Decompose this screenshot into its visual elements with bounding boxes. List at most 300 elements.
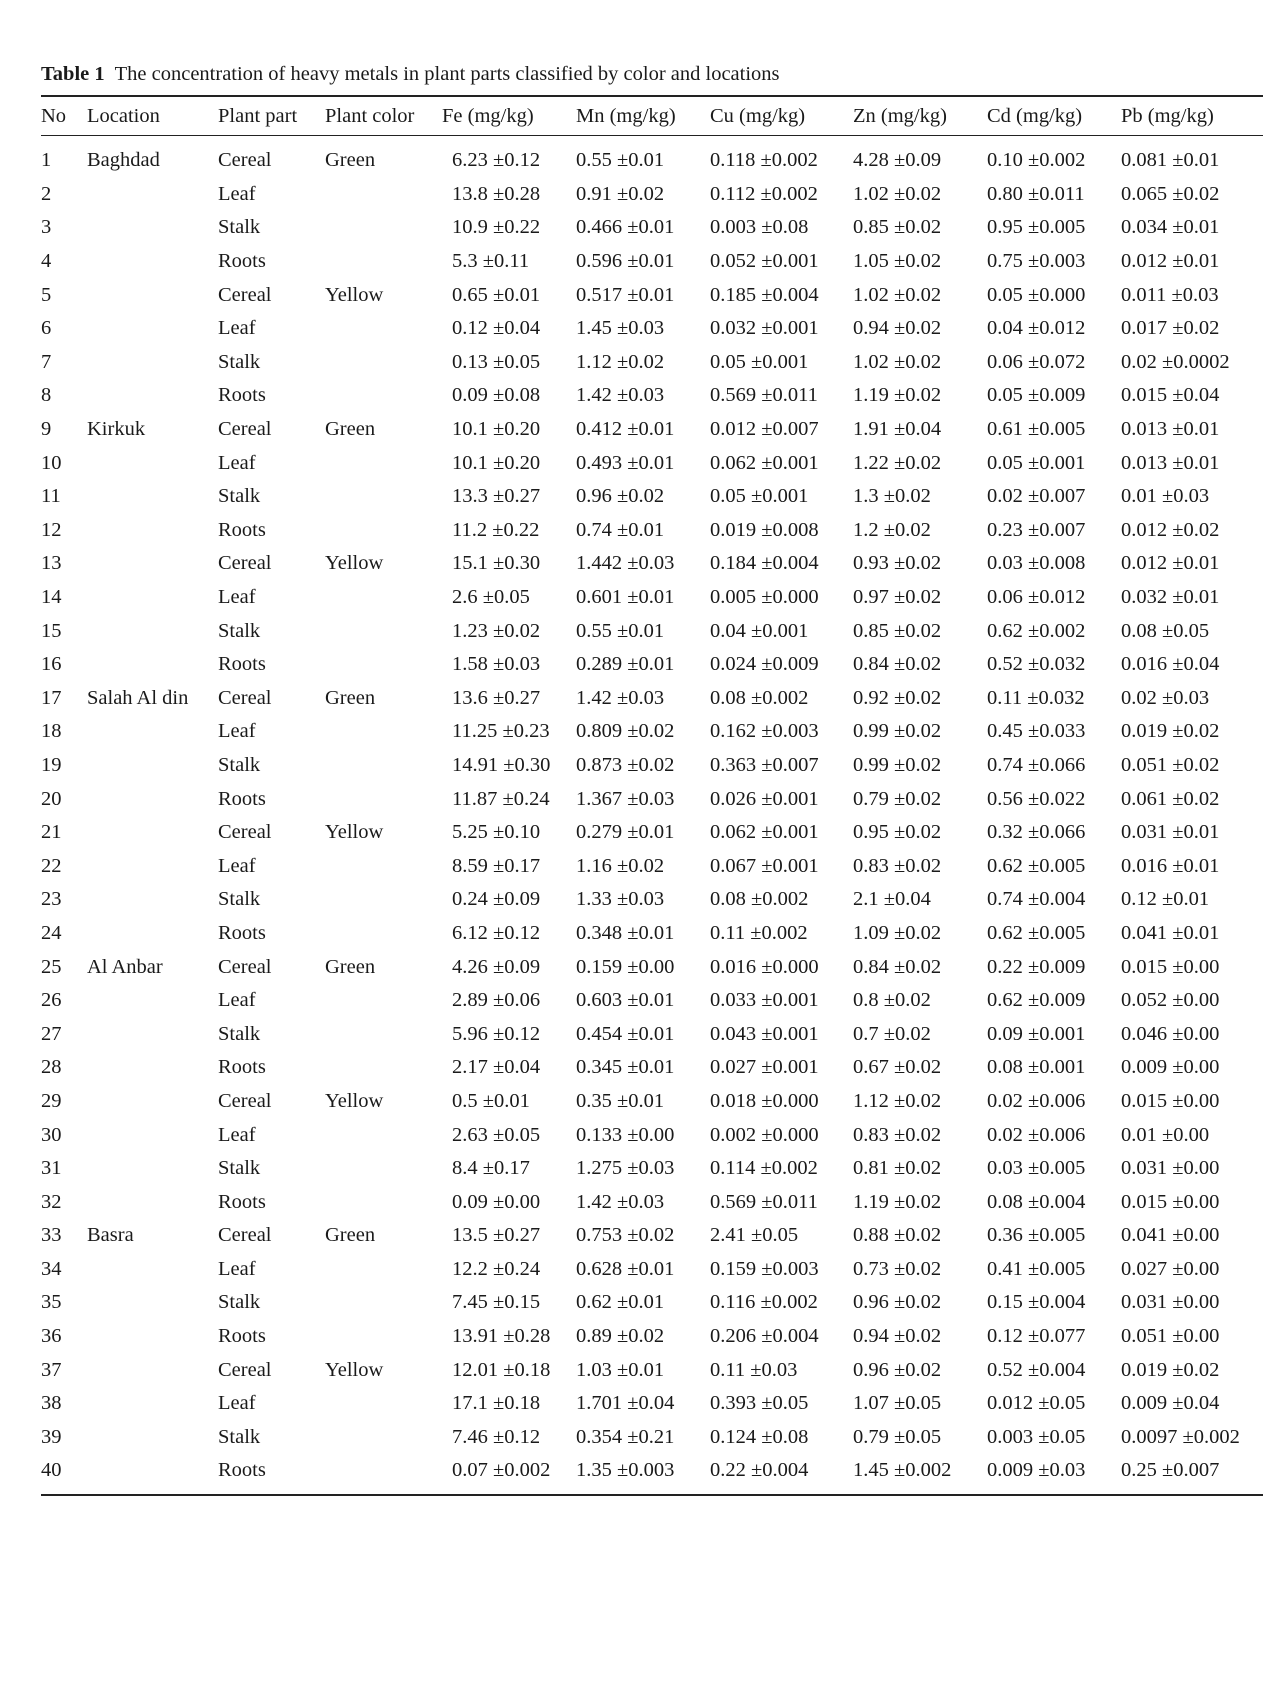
cell-plant-part: Stalk <box>218 1291 261 1314</box>
table-caption-label: Table 1 <box>41 63 105 85</box>
header-cd: Cd (mg/kg) <box>987 96 1121 136</box>
cell-zn: 0.83 ±0.02 <box>853 854 942 877</box>
cell-zn: 0.81 ±0.02 <box>853 1157 942 1180</box>
cell-zn: 1.2 ±0.02 <box>853 518 931 541</box>
cell-no: 1 <box>41 149 52 172</box>
cell-location <box>87 1017 218 1051</box>
cell-cu: 0.159 ±0.003 <box>710 1257 819 1280</box>
cell-cu: 0.033 ±0.001 <box>710 989 819 1012</box>
cell-cu: 0.569 ±0.011 <box>710 384 818 407</box>
cell-cd: 0.62 ±0.005 <box>987 921 1086 944</box>
cell-mn: 0.345 ±0.01 <box>576 1056 675 1079</box>
header-plant-color: Plant color <box>325 96 442 136</box>
cell-fe: 11.25 ±0.23 <box>452 720 550 743</box>
cell-pb: 0.02 ±0.03 <box>1121 686 1210 709</box>
table-row <box>41 136 1263 178</box>
cell-plant-color <box>325 1253 442 1287</box>
cell-zn: 1.02 ±0.02 <box>853 350 942 373</box>
cell-location <box>87 1320 218 1354</box>
cell-no: 24 <box>41 921 62 944</box>
cell-pb: 0.061 ±0.02 <box>1121 787 1220 810</box>
cell-no: 15 <box>41 619 62 642</box>
cell-mn: 0.289 ±0.01 <box>576 653 675 676</box>
table-row <box>41 1286 1263 1320</box>
cell-zn: 0.84 ±0.02 <box>853 653 942 676</box>
cell-pb: 0.12 ±0.01 <box>1121 888 1210 911</box>
cell-plant-color <box>325 1454 442 1495</box>
cell-pb: 0.08 ±0.05 <box>1121 619 1210 642</box>
cell-location <box>87 514 218 548</box>
cell-cd: 0.62 ±0.002 <box>987 619 1086 642</box>
cell-no: 17 <box>41 686 62 709</box>
cell-cd: 0.08 ±0.001 <box>987 1056 1086 1079</box>
cell-pb: 0.031 ±0.01 <box>1121 821 1220 844</box>
cell-mn: 0.466 ±0.01 <box>576 216 675 239</box>
cell-no: 35 <box>41 1291 62 1314</box>
cell-plant-color <box>325 749 442 783</box>
cell-mn: 0.517 ±0.01 <box>576 283 675 306</box>
cell-cd: 0.75 ±0.003 <box>987 250 1086 273</box>
cell-zn: 0.79 ±0.05 <box>853 1425 942 1448</box>
cell-location <box>87 1421 218 1455</box>
cell-cu: 0.062 ±0.001 <box>710 451 819 474</box>
cell-plant-color <box>325 480 442 514</box>
cell-mn: 1.275 ±0.03 <box>576 1157 675 1180</box>
cell-fe: 13.5 ±0.27 <box>452 1224 541 1247</box>
cell-zn: 1.91 ±0.04 <box>853 418 942 441</box>
cell-cu: 0.114 ±0.002 <box>710 1157 818 1180</box>
cell-cd: 0.12 ±0.077 <box>987 1325 1086 1348</box>
cell-plant-color <box>325 1387 442 1421</box>
cell-location <box>87 278 218 312</box>
cell-pb: 0.019 ±0.02 <box>1121 720 1220 743</box>
cell-fe: 5.25 ±0.10 <box>452 821 541 844</box>
cell-mn: 1.12 ±0.02 <box>576 350 665 373</box>
cell-location: Al Anbar <box>87 955 163 978</box>
cell-cu: 0.11 ±0.03 <box>710 1358 798 1381</box>
cell-plant-color <box>325 984 442 1018</box>
cell-no: 40 <box>41 1454 87 1495</box>
table-row <box>41 346 1263 380</box>
cell-cd: 0.52 ±0.032 <box>987 653 1086 676</box>
cell-zn: 1.02 ±0.02 <box>853 182 942 205</box>
cell-no: 3 <box>41 216 52 239</box>
table-row <box>41 278 1263 312</box>
cell-mn: 0.91 ±0.02 <box>576 182 665 205</box>
cell-plant-part: Leaf <box>218 1123 256 1146</box>
cell-cu: 0.206 ±0.004 <box>710 1325 819 1348</box>
cell-plant-part: Cereal <box>218 283 272 306</box>
cell-location <box>87 178 218 212</box>
table-row <box>41 178 1263 212</box>
cell-mn: 0.873 ±0.02 <box>576 753 675 776</box>
cell-plant-color: Yellow <box>325 821 384 844</box>
cell-no: 26 <box>41 989 62 1012</box>
cell-fe: 13.8 ±0.28 <box>452 182 541 205</box>
cell-zn: 0.99 ±0.02 <box>853 720 942 743</box>
cell-plant-part: Roots <box>218 250 266 273</box>
cell-cu: 0.22 ±0.004 <box>710 1454 853 1495</box>
cell-cd: 0.11 ±0.032 <box>987 686 1085 709</box>
cell-cd: 0.05 ±0.000 <box>987 283 1086 306</box>
cell-cd: 0.45 ±0.033 <box>987 720 1086 743</box>
cell-fe: 8.4 ±0.17 <box>452 1157 530 1180</box>
cell-cu: 0.019 ±0.008 <box>710 518 819 541</box>
table-row <box>41 715 1263 749</box>
cell-cd: 0.41 ±0.005 <box>987 1257 1086 1280</box>
table-caption-text: The concentration of heavy metals in plant parts classified by color and locations <box>114 63 780 85</box>
cell-mn: 1.42 ±0.03 <box>576 1190 665 1213</box>
cell-mn: 1.442 ±0.03 <box>576 552 675 575</box>
cell-cd: 0.05 ±0.001 <box>987 451 1086 474</box>
cell-plant-color <box>325 917 442 951</box>
table-row <box>41 1353 1263 1387</box>
cell-fe: 0.12 ±0.04 <box>452 317 541 340</box>
cell-pb: 0.017 ±0.02 <box>1121 317 1220 340</box>
cell-cu: 0.052 ±0.001 <box>710 250 819 273</box>
cell-plant-color <box>325 883 442 917</box>
table-row <box>41 1219 1263 1253</box>
cell-zn: 0.73 ±0.02 <box>853 1257 942 1280</box>
cell-location <box>87 312 218 346</box>
cell-cu: 0.024 ±0.009 <box>710 653 819 676</box>
cell-location: Salah Al din <box>87 686 189 709</box>
cell-mn: 0.96 ±0.02 <box>576 485 665 508</box>
cell-fe: 10.9 ±0.22 <box>452 216 541 239</box>
header-row <box>41 96 1263 136</box>
cell-plant-part: Roots <box>218 384 266 407</box>
header-location: Location <box>87 96 218 136</box>
cell-location <box>87 715 218 749</box>
cell-no: 39 <box>41 1425 62 1448</box>
cell-zn: 2.1 ±0.04 <box>853 888 931 911</box>
cell-plant-color <box>325 581 442 615</box>
cell-plant-part: Stalk <box>218 485 261 508</box>
cell-mn: 0.809 ±0.02 <box>576 720 675 743</box>
cell-mn: 0.159 ±0.00 <box>576 955 675 978</box>
cell-no: 19 <box>41 753 62 776</box>
cell-mn: 0.753 ±0.02 <box>576 1224 675 1247</box>
cell-cu: 0.005 ±0.000 <box>710 586 819 609</box>
header-pb: Pb (mg/kg) <box>1121 96 1263 136</box>
cell-cd: 0.23 ±0.007 <box>987 518 1086 541</box>
cell-cu: 0.003 ±0.08 <box>710 216 809 239</box>
cell-fe: 8.59 ±0.17 <box>452 854 541 877</box>
cell-no: 16 <box>41 653 62 676</box>
cell-plant-color <box>325 1051 442 1085</box>
table-row <box>41 245 1263 279</box>
cell-location <box>87 1051 218 1085</box>
cell-fe: 0.07 ±0.002 <box>442 1454 576 1495</box>
cell-plant-color <box>325 1421 442 1455</box>
table-caption <box>41 60 1263 88</box>
cell-pb: 0.015 ±0.00 <box>1121 955 1220 978</box>
cell-plant-part: Cereal <box>218 1358 272 1381</box>
cell-cu: 0.162 ±0.003 <box>710 720 819 743</box>
table-row <box>41 413 1263 447</box>
cell-mn: 0.454 ±0.01 <box>576 1022 675 1045</box>
cell-no: 5 <box>41 283 52 306</box>
cell-cu: 0.002 ±0.000 <box>710 1123 819 1146</box>
table-row <box>41 480 1263 514</box>
cell-cd: 0.32 ±0.066 <box>987 821 1086 844</box>
cell-pb: 0.016 ±0.04 <box>1121 653 1220 676</box>
cell-mn: 0.62 ±0.01 <box>576 1291 665 1314</box>
cell-plant-color <box>325 1185 442 1219</box>
cell-cd: 0.62 ±0.005 <box>987 854 1086 877</box>
cell-plant-part: Roots <box>218 1190 266 1213</box>
cell-cu: 0.05 ±0.001 <box>710 350 809 373</box>
cell-cd: 0.06 ±0.012 <box>987 586 1086 609</box>
cell-plant-part: Cereal <box>218 1224 272 1247</box>
cell-plant-part: Leaf <box>218 182 256 205</box>
table-row <box>41 1118 1263 1152</box>
table-row <box>41 816 1263 850</box>
cell-pb: 0.032 ±0.01 <box>1121 586 1220 609</box>
cell-zn: 0.95 ±0.02 <box>853 821 942 844</box>
cell-zn: 0.96 ±0.02 <box>853 1358 942 1381</box>
cell-pb: 0.027 ±0.00 <box>1121 1257 1220 1280</box>
cell-no: 36 <box>41 1325 62 1348</box>
cell-plant-part: Stalk <box>218 1157 261 1180</box>
cell-plant-part: Stalk <box>218 888 261 911</box>
cell-pb: 0.01 ±0.03 <box>1121 485 1210 508</box>
header-plant-part: Plant part <box>218 96 325 136</box>
cell-mn: 0.596 ±0.01 <box>576 250 675 273</box>
cell-fe: 0.13 ±0.05 <box>452 350 541 373</box>
cell-fe: 2.6 ±0.05 <box>452 586 530 609</box>
cell-plant-color <box>325 1286 442 1320</box>
cell-mn: 1.03 ±0.01 <box>576 1358 665 1381</box>
cell-cd: 0.012 ±0.05 <box>987 1392 1086 1415</box>
cell-plant-part: Leaf <box>218 854 256 877</box>
cell-cu: 0.05 ±0.001 <box>710 485 809 508</box>
cell-cd: 0.52 ±0.004 <box>987 1358 1086 1381</box>
table-row <box>41 849 1263 883</box>
cell-no: 14 <box>41 586 62 609</box>
header-fe: Fe (mg/kg) <box>442 96 576 136</box>
cell-zn: 1.02 ±0.02 <box>853 283 942 306</box>
header-zn: Zn (mg/kg) <box>853 96 987 136</box>
cell-mn: 0.89 ±0.02 <box>576 1325 665 1348</box>
table-row <box>41 312 1263 346</box>
cell-zn: 1.12 ±0.02 <box>853 1089 942 1112</box>
cell-location: Basra <box>87 1224 134 1247</box>
cell-cd: 0.56 ±0.022 <box>987 787 1086 810</box>
cell-plant-color <box>325 346 442 380</box>
cell-cu: 0.185 ±0.004 <box>710 283 819 306</box>
cell-zn: 1.07 ±0.05 <box>853 1392 942 1415</box>
cell-zn: 0.67 ±0.02 <box>853 1056 942 1079</box>
table-row <box>41 1454 1263 1495</box>
cell-fe: 13.91 ±0.28 <box>452 1325 551 1348</box>
table-row <box>41 883 1263 917</box>
cell-mn: 0.601 ±0.01 <box>576 586 675 609</box>
cell-cu: 0.11 ±0.002 <box>710 921 808 944</box>
cell-mn: 0.603 ±0.01 <box>576 989 675 1012</box>
cell-no: 11 <box>41 485 61 508</box>
cell-plant-color: Green <box>325 418 376 441</box>
cell-mn: 0.55 ±0.01 <box>576 149 665 172</box>
cell-plant-color <box>325 379 442 413</box>
table-row <box>41 581 1263 615</box>
table-row <box>41 514 1263 548</box>
cell-cd: 0.05 ±0.009 <box>987 384 1086 407</box>
header-mn: Mn (mg/kg) <box>576 96 710 136</box>
cell-mn: 0.354 ±0.21 <box>576 1425 675 1448</box>
cell-pb: 0.031 ±0.00 <box>1121 1157 1220 1180</box>
table-row <box>41 1185 1263 1219</box>
cell-plant-color <box>325 245 442 279</box>
cell-pb: 0.011 ±0.03 <box>1121 283 1219 306</box>
table-row <box>41 1051 1263 1085</box>
cell-no: 21 <box>41 821 62 844</box>
cell-cd: 0.36 ±0.005 <box>987 1224 1086 1247</box>
cell-plant-color <box>325 514 442 548</box>
table-row <box>41 614 1263 648</box>
cell-no: 29 <box>41 1089 62 1112</box>
cell-location <box>87 379 218 413</box>
cell-plant-color: Green <box>325 686 376 709</box>
cell-plant-color <box>325 648 442 682</box>
cell-zn: 0.7 ±0.02 <box>853 1022 931 1045</box>
cell-cu: 0.04 ±0.001 <box>710 619 809 642</box>
cell-zn: 1.19 ±0.02 <box>853 384 942 407</box>
cell-plant-part: Leaf <box>218 1392 256 1415</box>
table-container <box>41 60 1263 1496</box>
cell-location <box>87 1085 218 1119</box>
cell-fe: 0.09 ±0.00 <box>452 1190 541 1213</box>
table-row <box>41 211 1263 245</box>
cell-location <box>87 245 218 279</box>
cell-pb: 0.012 ±0.01 <box>1121 552 1220 575</box>
cell-zn: 1.05 ±0.02 <box>853 250 942 273</box>
cell-pb: 0.034 ±0.01 <box>1121 216 1220 239</box>
cell-fe: 17.1 ±0.18 <box>452 1392 541 1415</box>
cell-pb: 0.0097 ±0.002 <box>1121 1425 1240 1448</box>
cell-pb: 0.02 ±0.0002 <box>1121 350 1230 373</box>
cell-pb: 0.013 ±0.01 <box>1121 451 1220 474</box>
cell-cd: 0.03 ±0.005 <box>987 1157 1086 1180</box>
cell-zn: 1.45 ±0.002 <box>853 1454 987 1495</box>
cell-plant-part: Leaf <box>218 317 256 340</box>
cell-cu: 0.043 ±0.001 <box>710 1022 819 1045</box>
cell-fe: 5.96 ±0.12 <box>452 1022 541 1045</box>
cell-cd: 0.74 ±0.066 <box>987 753 1086 776</box>
cell-plant-part: Cereal <box>218 686 272 709</box>
cell-cd: 0.80 ±0.011 <box>987 182 1085 205</box>
cell-no: 2 <box>41 182 52 205</box>
cell-pb: 0.016 ±0.01 <box>1121 854 1220 877</box>
cell-cd: 0.95 ±0.005 <box>987 216 1086 239</box>
cell-no: 8 <box>41 384 52 407</box>
table-row <box>41 1320 1263 1354</box>
cell-cu: 0.393 ±0.05 <box>710 1392 809 1415</box>
cell-pb: 0.065 ±0.02 <box>1121 182 1220 205</box>
cell-mn: 0.348 ±0.01 <box>576 921 675 944</box>
cell-location <box>87 782 218 816</box>
cell-zn: 0.94 ±0.02 <box>853 1325 942 1348</box>
cell-cd: 0.22 ±0.009 <box>987 955 1086 978</box>
cell-no: 4 <box>41 250 52 273</box>
cell-no: 12 <box>41 518 62 541</box>
cell-cu: 0.027 ±0.001 <box>710 1056 819 1079</box>
cell-plant-color <box>325 715 442 749</box>
cell-location <box>87 816 218 850</box>
cell-location <box>87 581 218 615</box>
cell-plant-part: Stalk <box>218 350 261 373</box>
cell-cu: 0.026 ±0.001 <box>710 787 819 810</box>
cell-pb: 0.015 ±0.00 <box>1121 1190 1220 1213</box>
table-row <box>41 1253 1263 1287</box>
cell-fe: 0.5 ±0.01 <box>452 1089 530 1112</box>
cell-zn: 0.79 ±0.02 <box>853 787 942 810</box>
cell-cu: 0.062 ±0.001 <box>710 821 819 844</box>
cell-pb: 0.009 ±0.00 <box>1121 1056 1220 1079</box>
heavy-metals-table <box>41 95 1263 1496</box>
cell-cd: 0.61 ±0.005 <box>987 418 1086 441</box>
cell-cd: 0.09 ±0.001 <box>987 1022 1086 1045</box>
cell-plant-part: Roots <box>218 1325 266 1348</box>
cell-no: 34 <box>41 1257 62 1280</box>
cell-no: 13 <box>41 552 62 575</box>
cell-location <box>87 1353 218 1387</box>
cell-fe: 6.12 ±0.12 <box>452 921 541 944</box>
table-row <box>41 1085 1263 1119</box>
cell-plant-part: Cereal <box>218 552 272 575</box>
cell-cu: 0.118 ±0.002 <box>710 149 818 172</box>
cell-zn: 0.93 ±0.02 <box>853 552 942 575</box>
cell-pb: 0.015 ±0.04 <box>1121 384 1220 407</box>
cell-cu: 0.012 ±0.007 <box>710 418 819 441</box>
cell-zn: 0.97 ±0.02 <box>853 586 942 609</box>
cell-zn: 0.83 ±0.02 <box>853 1123 942 1146</box>
cell-pb: 0.012 ±0.02 <box>1121 518 1220 541</box>
cell-mn: 1.35 ±0.003 <box>576 1454 710 1495</box>
cell-location <box>87 1387 218 1421</box>
cell-mn: 0.412 ±0.01 <box>576 418 675 441</box>
cell-mn: 1.42 ±0.03 <box>576 384 665 407</box>
cell-cd: 0.02 ±0.007 <box>987 485 1086 508</box>
cell-mn: 0.35 ±0.01 <box>576 1089 665 1112</box>
cell-plant-color <box>325 312 442 346</box>
cell-location <box>87 480 218 514</box>
cell-mn: 1.16 ±0.02 <box>576 854 665 877</box>
cell-no: 37 <box>41 1358 62 1381</box>
table-row <box>41 379 1263 413</box>
cell-plant-color <box>325 1320 442 1354</box>
cell-plant-part: Leaf <box>218 720 256 743</box>
cell-no: 10 <box>41 451 62 474</box>
cell-pb: 0.012 ±0.01 <box>1121 250 1220 273</box>
cell-plant-color: Yellow <box>325 1089 384 1112</box>
cell-location: Baghdad <box>87 149 160 172</box>
cell-no: 23 <box>41 888 62 911</box>
cell-pb: 0.041 ±0.00 <box>1121 1224 1220 1247</box>
cell-location <box>87 1454 218 1495</box>
cell-zn: 1.3 ±0.02 <box>853 485 931 508</box>
cell-location <box>87 1253 218 1287</box>
cell-plant-part: Stalk <box>218 1425 261 1448</box>
cell-plant-color <box>325 849 442 883</box>
cell-plant-part: Roots <box>218 1056 266 1079</box>
cell-fe: 0.24 ±0.09 <box>452 888 541 911</box>
cell-cu: 0.018 ±0.000 <box>710 1089 819 1112</box>
cell-cu: 0.124 ±0.08 <box>710 1425 809 1448</box>
cell-fe: 15.1 ±0.30 <box>452 552 541 575</box>
cell-plant-color <box>325 1152 442 1186</box>
cell-zn: 1.19 ±0.02 <box>853 1190 942 1213</box>
